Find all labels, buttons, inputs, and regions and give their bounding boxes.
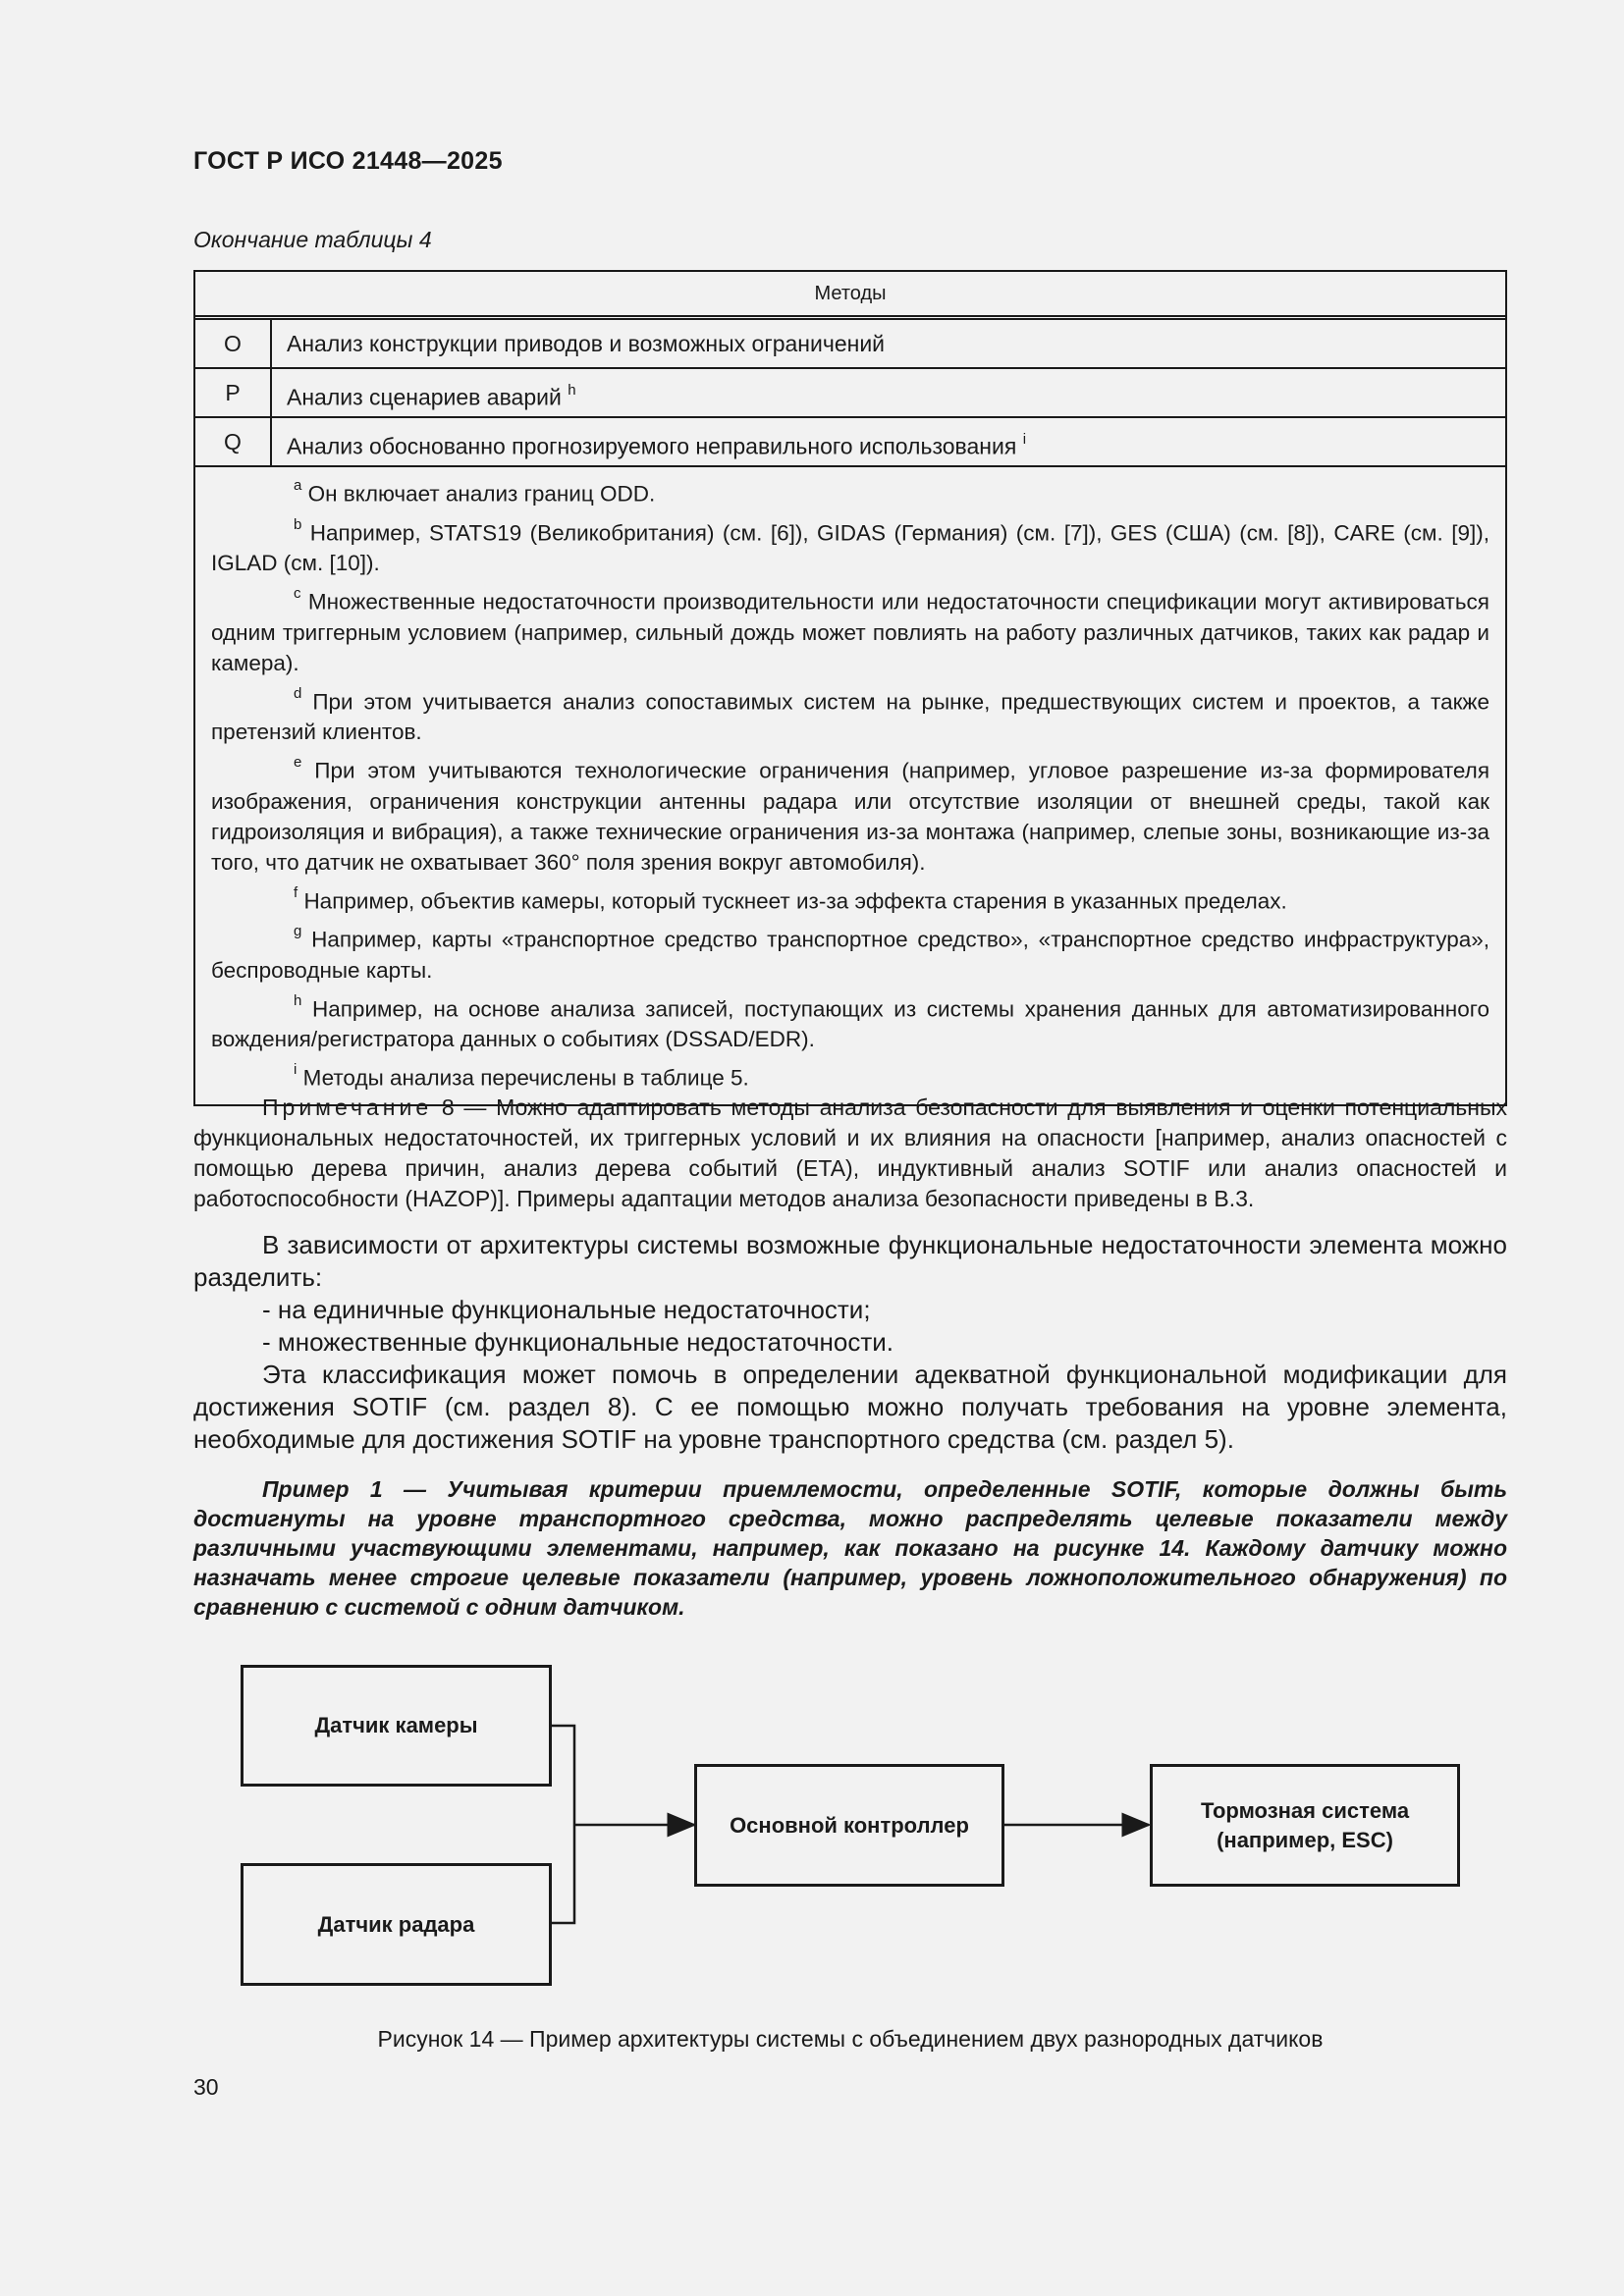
footnote <box>211 881 1489 917</box>
footnote-ref: i <box>1022 431 1027 448</box>
footnote-mark: i <box>294 1061 298 1078</box>
footnote-text: При этом учитываются технологические ограничения (например, угловое разрешение из-за формирователя изображения, ограничения конструкции антенны радара или отсутствие изоляции от внешней среды, такой как гидроизоляция и вибрация), а также технические ограничения из-за монтажа (например, слепые зоны, возникающие из-за того, что датчик не охватывает 360° поля зрения вокруг автомобиля). <box>211 758 1489 875</box>
footnote <box>211 988 1489 1055</box>
brake-system-sublabel: (например, ESC) <box>1217 1827 1393 1852</box>
table-row <box>195 320 1505 369</box>
row-description <box>272 418 1505 465</box>
footnote-text: Например, STATS19 (Великобритания) (см. [6]), GIDAS (Германия) (см. [7]), GES (США) (см. [8]), CARE (см. [9]), IGLAD (см. [10]). <box>211 520 1489 575</box>
row-text: Анализ обоснованно прогнозируемого неправильного использования <box>287 433 1017 459</box>
camera-connector-line <box>550 1726 574 1923</box>
row-text: Анализ конструкции приводов и возможных ограничений <box>287 331 886 356</box>
brake-system-label: Тормозная система <box>1200 1797 1410 1823</box>
radar-sensor-label: Датчик радара <box>317 1911 475 1937</box>
table-caption: Окончание таблицы 4 <box>193 227 432 252</box>
camera-sensor-box <box>241 1665 552 1787</box>
note-paragraph <box>193 1093 1507 1214</box>
footnote-mark: d <box>294 684 302 702</box>
footnote-mark: e <box>294 754 302 771</box>
footnote-mark: g <box>294 923 302 939</box>
methods-table <box>193 270 1507 1106</box>
footnote-ref: h <box>568 382 576 399</box>
brake-system-box <box>1150 1764 1460 1887</box>
body-paragraph: Эта классификация может помочь в определении адекватной функциональной модификации для достижения SOTIF (см. раздел 8). С ее помощью можно получать требования на уровне элемента, необходимые для достижения SOTIF на уровне транспортного средства (см. раздел 5). <box>193 1360 1507 1454</box>
footnote <box>211 1057 1489 1094</box>
camera-sensor-label: Датчик камеры <box>314 1713 478 1737</box>
radar-sensor-box <box>241 1863 552 1986</box>
example-paragraph: Пример 1 — Учитывая критерии приемлемости, определенные SOTIF, которые должны быть достигнуты на уровне транспортного средства, можно распределять целевые показатели между различными участвующими элементами, например, как показано на рисунке 14. Каждому датчику можно назначать менее строгие целевые показатели (например, уровень ложноположительного обнаружения) по сравнению с системой с одним датчиком. <box>193 1476 1507 1620</box>
footnote-mark: b <box>294 515 302 533</box>
main-controller-label: Основной контроллер <box>730 1812 969 1838</box>
footnote <box>211 681 1489 748</box>
row-text: Анализ сценариев аварий <box>287 384 562 410</box>
list-item: - на единичные функциональные недостаточности; <box>262 1295 871 1324</box>
table-footnotes <box>195 467 1505 1104</box>
footnote-mark: f <box>294 883 298 901</box>
table-row <box>195 369 1505 418</box>
footnote-text: Например, объектив камеры, который тускнеет из-за эффекта старения в указанных пределах. <box>303 888 1287 913</box>
footnote <box>211 512 1489 579</box>
footnote <box>211 581 1489 678</box>
footnote-text: Например, на основе анализа записей, поступающих из системы хранения данных для автоматизированного вождения/регистратора данных о событиях (DSSAD/EDR). <box>211 996 1489 1051</box>
row-code: O <box>195 320 272 367</box>
footnote-text: Он включает анализ границ ODD. <box>307 481 656 507</box>
table-row <box>195 418 1505 467</box>
footnote <box>211 919 1489 986</box>
note-label: Примечание <box>262 1095 433 1120</box>
body-text <box>193 1229 1507 1456</box>
footnote-text: Например, карты «транспортное средство транспортное средство», «транспортное средство инфраструктура», беспроводные карты. <box>211 927 1489 983</box>
row-description <box>272 369 1505 416</box>
row-description <box>272 320 1505 367</box>
document-header: ГОСТ Р ИСО 21448—2025 <box>193 147 503 175</box>
list-item: - множественные функциональные недостаточности. <box>262 1327 893 1357</box>
main-controller-box <box>694 1764 1004 1887</box>
figure-caption: Рисунок 14 — Пример архитектуры системы с объединением двух разнородных датчиков <box>377 2026 1324 2052</box>
page-number: 30 <box>193 2074 219 2100</box>
body-paragraph: В зависимости от архитектуры системы возможные функциональные недостаточности элемента можно разделить: <box>193 1230 1507 1292</box>
note-text: 8 — Можно адаптировать методы анализа безопасности для выявления и оценки потенциальных функциональных недостаточностей, их триггерных условий и их влияния на опасности [например, анализ опасностей с помощью дерева причин, анализ дерева событий (ETA), индуктивный анализ SOTIF или анализ опасностей и работоспособности (HAZOP)]. Примеры адаптации методов анализа безопасности приведены в В.3. <box>193 1095 1507 1211</box>
footnote-text: Множественные недостаточности производительности или недостаточности спецификации могут активироваться одним триггерным условием (например, сильный дождь может повлиять на работу различных датчиков, таких как радар и камера). <box>211 589 1489 675</box>
row-code: Q <box>195 418 272 465</box>
footnote-text: Методы анализа перечислены в таблице 5. <box>302 1065 749 1091</box>
footnote <box>211 473 1489 509</box>
footnote <box>211 750 1489 878</box>
row-code: P <box>195 369 272 416</box>
footnote-text: При этом учитывается анализ сопоставимых систем на рынке, предшествующих систем и проектов, а также претензий клиентов. <box>211 689 1489 744</box>
footnote-mark: c <box>294 585 301 602</box>
footnote-mark: a <box>294 477 302 494</box>
footnote-mark: h <box>294 991 302 1009</box>
table-column-header: Методы <box>195 272 1505 320</box>
